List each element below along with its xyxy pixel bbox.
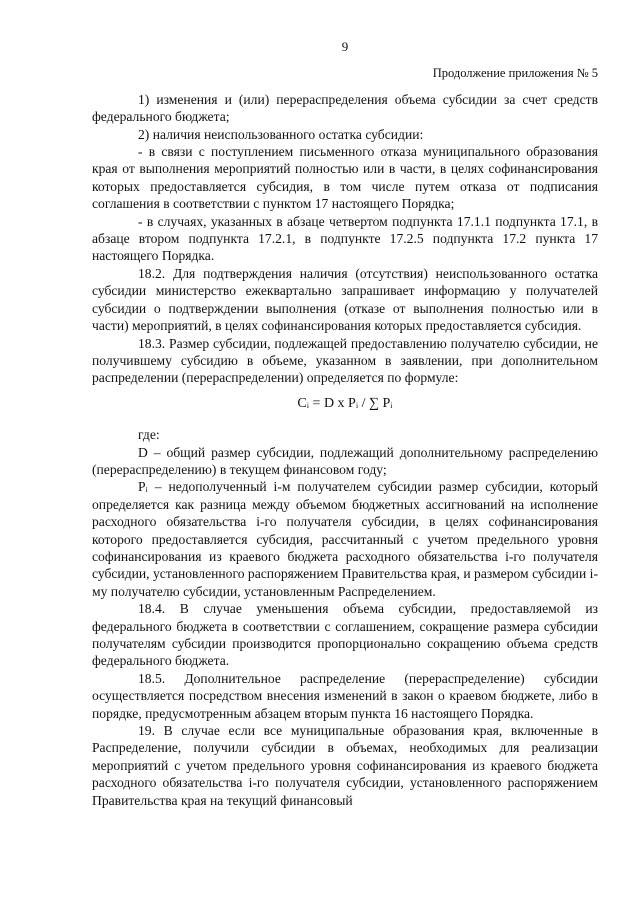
subsidy-formula: Cᵢ = D x Pᵢ / ∑ Pᵢ xyxy=(297,395,393,411)
paragraph-written-refusal: - в связи с поступлением письменного отказа муниципального образования края от выполнения мероприятий полностью или в части, в целях софинансирования которых предоставляется субсидия, в том числе путем отказа от подписания соглашения в соответствии с пунктом 17 настоящего Порядка; xyxy=(92,144,598,212)
appendix-continuation-note: Продолжение приложения № 5 xyxy=(432,66,598,81)
paragraph-18-2: 18.2. Для подтверждения наличия (отсутствия) неиспользованного остатка субсидии министерство ежеквартально запрашивает информацию у получателей субсидии о подтверждении выполнения (отказе от выполнения полностью или в части) мероприятий, в целях софинансирования которых предоставляется субсидия. xyxy=(92,265,598,334)
paragraph-18-3: 18.3. Размер субсидии, подлежащей предоставлению получателю субсидии, не получившему субсидию в объеме, указанном в заявлении, при дополнительном распределении (перераспределении) определяется по формуле: xyxy=(92,335,598,386)
page-number: 9 xyxy=(341,39,349,54)
where-label: где: xyxy=(138,427,160,443)
paragraph-18-5: 18.5. Дополнительное распределение (перераспределение) субсидии осуществляется посредством внесения изменений в закон о краевом бюджете, либо в порядке, предусмотренным абзацем вторым пункта 16 настоящего Порядка. xyxy=(92,670,598,721)
paragraph-18-4: 18.4. В случае уменьшения объема субсидии, предоставляемой из федерального бюджета в соответствии с соглашением, сокращение размера субсидии получателям субсидии производится пропорционально сокращению объема средств федерального бюджета. xyxy=(92,601,598,669)
paragraph-19: 19. В случае если все муниципальные образования края, включенные в Распределение, получили субсидии в объемах, необходимых для реализации мероприятий с учетом предельного уровня софинансирования из краевого бюджета расходного обязательства i-го получателя субсидии, установленного распоряжением Правительства края на текущий финансовый xyxy=(92,723,598,808)
paragraph-pi-definition: Pᵢ – недополученный i-м получателем субсидии размер субсидии, который определяется как разница между объемом бюджетных ассигнований на исполнение расходного обязательства i-го получателя субсидии, в целях софинансирования которого предоставляется субсидия, рассчитанный с учетом предельного уровня софинансирования из краевого бюджета расходного обязательства i-го получателя субсидии, установленного распоряжением Правительства края, и размером субсидии i-му получателю субсидии, установленным Распределением. xyxy=(92,479,598,599)
paragraph-cases: - в случаях, указанных в абзаце четвертом подпункта 17.1.1 подпункта 17.1, в абзаце втором подпункта 17.2.1, в подпункте 17.2.5 подпункта 17.2 пункта 17 настоящего Порядка. xyxy=(92,213,598,264)
paragraph-d-definition: D – общий размер субсидии, подлежащий дополнительному распределению (перераспределению) в текущем финансовом году; xyxy=(92,444,598,477)
paragraph-item-1: 1) изменения и (или) перераспределения объема субсидии за счет средств федерального бюджета; xyxy=(92,91,598,125)
paragraph-item-2: 2) наличия неиспользованного остатка субсидии: xyxy=(138,126,424,142)
